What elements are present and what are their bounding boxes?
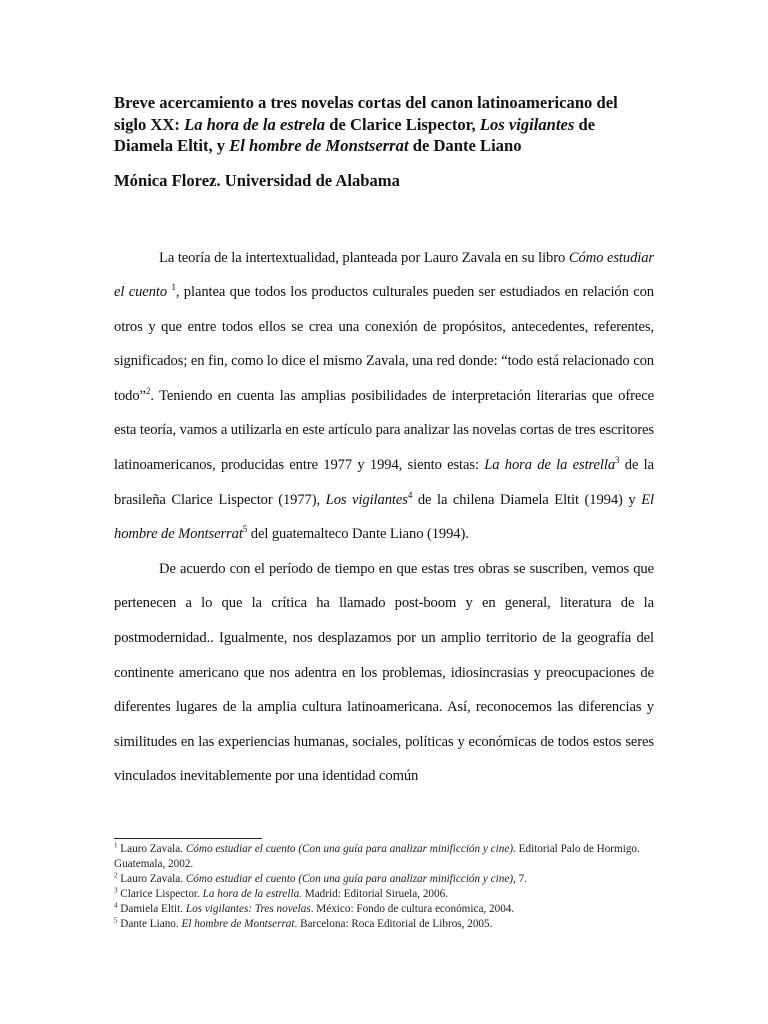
title-work-italic: El hombre de Monstserrat (229, 136, 409, 155)
document-title (114, 92, 654, 157)
title-part: de Diamela Eltit, y (114, 114, 596, 155)
title-work-italic: La hora de la estrela (184, 114, 326, 134)
title-part: Breve acercamiento a tres novelas cortas del canon latinoamericano del siglo XX: (114, 93, 618, 134)
text-run: , plantea que todos los productos culturales pueden ser estudiados en relación con otros y que entre todos ellos se crea una conexión de propósitos, antecedentes, referentes, significados; en fin, como lo dice el mismo Zavala, una red donde: “todo está relacionado con todo” (114, 284, 654, 404)
footnote-text: Dante Liano. (117, 918, 182, 930)
footnote-italic: Cómo estudiar el cuento (Con una guía para analizar minificción y cine). (185, 843, 516, 855)
title-work-italic: Los vigilantes (479, 114, 575, 134)
footnote-ref: 2 (145, 386, 151, 397)
footnote-text: . Barcelona: Roca Editorial de Libros, 2005. (294, 918, 493, 930)
footnote-item (114, 872, 659, 887)
italic-title: El hombre de Montserrat (114, 491, 654, 543)
footnote-ref: 3 (615, 455, 620, 466)
italic-title: Cómo estudiar el cuento (114, 249, 654, 301)
title-part: de Dante Liano (408, 136, 522, 155)
footnote-italic: Cómo estudiar el cuento (Con una guía para analizar minificción y cine), (185, 873, 516, 885)
footnote-divider (114, 838, 262, 839)
footnote-number: 1 (114, 841, 118, 850)
body-paragraph (114, 241, 654, 552)
footnote-text: Clarice Lispector. (117, 888, 203, 900)
footnote-text: Madrid: Editorial Siruela, 2006. (301, 888, 449, 900)
footnote-italic: Los vigilantes: Tres novelas (185, 903, 311, 915)
footnote-text: Lauro Zavala. (117, 843, 186, 855)
footnote-number: 4 (114, 901, 118, 910)
author-affiliation: Mónica Florez. Universidad de Alabama (114, 170, 400, 190)
footnote-ref: 1 (171, 282, 176, 293)
footnote-ref: 5 (242, 524, 248, 535)
footnote-text: Damiela Eltit. (117, 903, 186, 915)
footnote-text: 7. (515, 873, 528, 885)
text-run: La teoría de la intertextualidad, planteada por Lauro Zavala en su libro (159, 249, 569, 266)
text-run: de la chilena Diamela Eltit (1994) y (412, 491, 642, 508)
text-run: de la brasileña Clarice Lispector (1977), (114, 457, 654, 508)
italic-title: Los vigilantes (325, 491, 408, 508)
footnote-italic: El hombre de Montserrat (181, 918, 295, 930)
footnote-text: . México: Fondo de cultura económica, 2004. (310, 903, 515, 915)
italic-title: La hora de la estrella (484, 457, 616, 474)
footnote-text: Lauro Zavala. (117, 873, 186, 885)
footnote-number: 5 (114, 916, 118, 925)
body-paragraph: De acuerdo con el período de tiempo en que estas tres obras se suscriben, vemos que pertenecen a lo que la crítica ha llamado post-boom y en general, literatura de la postmodernidad.. Igualmente, nos desplazamos por un amplio territorio de la geografía del continente americano que nos adentra en los problemas, idiosincrasias y preocupaciones de diferentes lugares de la amplia cultura latinoamericana. Así, reconocemos las diferencias y similitudes en las experiencias humanas, sociales, políticas y económicas de todos estos seres vinculados inevitablemente por una identidad común (114, 560, 654, 785)
footnote-item (114, 902, 659, 917)
document-page (114, 92, 654, 794)
footnote-item (114, 917, 659, 932)
footnote-number: 3 (114, 886, 118, 895)
footnote-ref: 4 (407, 489, 413, 500)
footnote-item (114, 887, 659, 902)
text-run: . Teniendo en cuenta las amplias posibilidades de interpretación literarias que ofrece esta teoría, vamos a utilizarla en este artículo para analizar las novelas cortas de tres escritores latinoamericanos, producidas entre 1977 y 1994, siento estas: (114, 387, 654, 474)
title-part: de Clarice Lispector, (325, 114, 480, 134)
text-run: del guatemalteco Dante Liano (1994). (247, 526, 469, 543)
footnote-number: 2 (114, 871, 118, 880)
footnote-italic: La hora de la estrella. (202, 888, 302, 900)
footnotes (114, 842, 659, 932)
footnote-item (114, 842, 659, 872)
footnote-text: Editorial Palo de Hormigo. Guatemala, 2002. (114, 843, 640, 870)
article-body (114, 241, 654, 795)
